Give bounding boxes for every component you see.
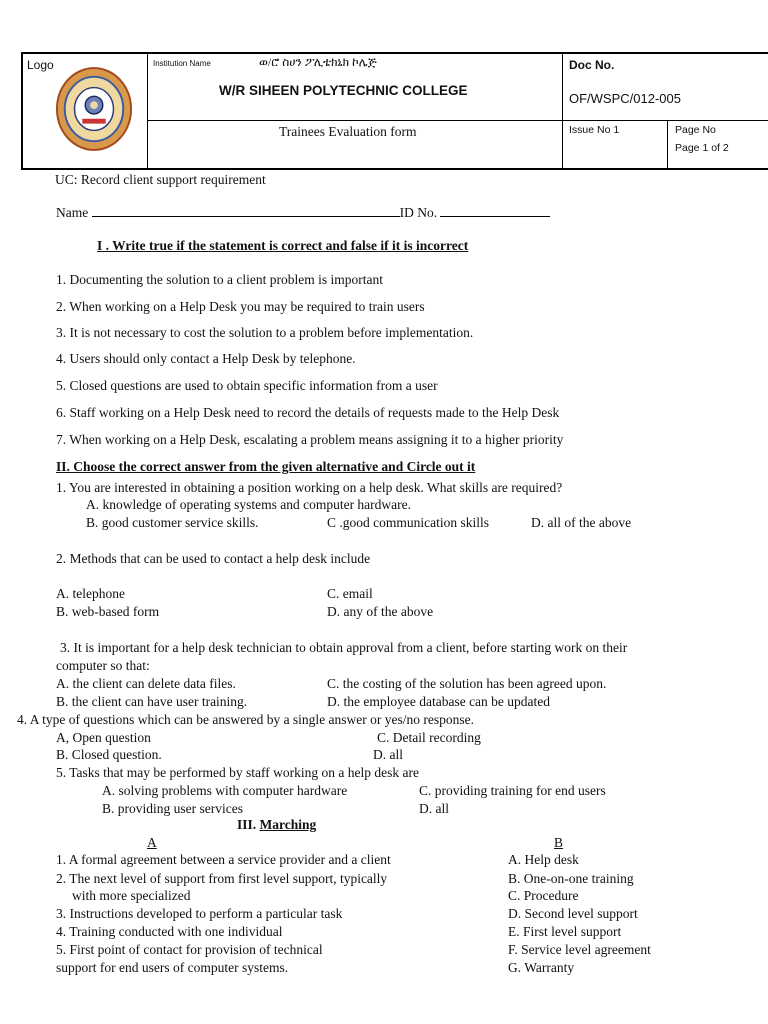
match-a-5: 5. First point of contact for provision of technical <box>56 942 323 957</box>
mcq-3-option-b[interactable]: B. the client can have user training. <box>56 694 248 709</box>
match-a-2: 2. The next level of support from first level support, typically <box>56 871 388 886</box>
institution-label: Institution Name <box>153 59 211 68</box>
section3-title-text: Marching <box>259 817 317 832</box>
match-b-d: D. Second level support <box>508 906 638 921</box>
match-b-b: B. One-on-one training <box>508 871 634 886</box>
mcq-3-option-d[interactable]: D. the employee database can be updated <box>327 694 551 709</box>
tf-item-3: 3. It is not necessary to cost the solution to a problem before implementation. <box>56 325 474 340</box>
mcq-1-text: 1. You are interested in obtaining a position working on a help desk. What skills are required? <box>56 480 563 495</box>
match-a-1: 1. A formal agreement between a service provider and a client <box>56 852 391 867</box>
mcq-2-option-c[interactable]: C. email <box>327 586 373 601</box>
mcq-3-text-cont: computer so that: <box>56 658 150 673</box>
mcq-4-option-d[interactable]: D. all <box>373 747 403 762</box>
mcq-5-text: 5. Tasks that may be performed by staff working on a help desk are <box>56 765 419 780</box>
page-of: Page 1 of 2 <box>675 142 729 154</box>
mcq-3-text: 3. It is important for a help desk technician to obtain approval from a client, before starting work on their <box>60 640 628 655</box>
id-label: ID No. <box>399 205 438 220</box>
logo-label: Logo <box>27 58 54 72</box>
tf-item-2: 2. When working on a Help Desk you may be required to train users <box>56 299 425 314</box>
match-a-4: 4. Training conducted with one individual <box>56 924 283 939</box>
id-blank[interactable] <box>440 205 550 217</box>
mcq-5-option-a[interactable]: A. solving problems with computer hardware <box>102 783 348 798</box>
section3-title <box>237 817 316 833</box>
mcq-1-option-a[interactable]: A. knowledge of operating systems and computer hardware. <box>86 497 412 512</box>
mcq-2-text: 2. Methods that can be used to contact a help desk include <box>56 551 371 566</box>
tf-item-5: 5. Closed questions are used to obtain specific information from a user <box>56 378 438 393</box>
page-no-label: Page No <box>675 124 716 136</box>
tf-item-4: 4. Users should only contact a Help Desk by telephone. <box>56 351 356 366</box>
name-label: Name <box>56 205 89 220</box>
form-title: Trainees Evaluation form <box>279 124 417 139</box>
doc-no: OF/WSPC/012-005 <box>569 91 681 106</box>
tf-item-1: 1. Documenting the solution to a client problem is important <box>56 272 383 287</box>
mcq-2-option-b[interactable]: B. web-based form <box>56 604 160 619</box>
match-b-e: E. First level support <box>508 924 622 939</box>
mcq-3-option-c[interactable]: C. the costing of the solution has been agreed upon. <box>327 676 607 691</box>
mcq-5-option-b[interactable]: B. providing user services <box>102 801 243 816</box>
mcq-4-option-b[interactable]: B. Closed question. <box>56 747 162 762</box>
mcq-1-option-c[interactable]: C .good communication skills <box>327 515 489 530</box>
institution-name: W/R SIHEEN POLYTECHNIC COLLEGE <box>219 83 468 98</box>
mcq-4-option-c[interactable]: C. Detail recording <box>377 730 481 745</box>
match-a-5-cont: support for end users of computer systems. <box>56 960 289 975</box>
unit-of-competency: UC: Record client support requirement <box>55 172 266 187</box>
tf-item-7: 7. When working on a Help Desk, escalating a problem means assigning it to a higher priority <box>56 432 564 447</box>
issue-no: Issue No 1 <box>569 124 620 136</box>
column-a-header: A <box>147 835 157 850</box>
header-table <box>21 52 768 170</box>
match-b-c: C. Procedure <box>508 888 579 903</box>
match-b-f: F. Service level agreement <box>508 942 651 957</box>
mcq-2-option-d[interactable]: D. any of the above <box>327 604 434 619</box>
name-id-line <box>56 205 550 221</box>
institution-name-amharic: ወ/ሮ ስሀን ፖሊቴክኒክ ኮሌጅ <box>259 55 377 69</box>
mcq-4-option-a[interactable]: A, Open question <box>56 730 151 745</box>
name-blank[interactable] <box>92 205 400 217</box>
mcq-5-option-c[interactable]: C. providing training for end users <box>419 783 606 798</box>
match-b-g: G. Warranty <box>508 960 575 975</box>
column-b-header: B <box>554 835 564 850</box>
mcq-4-text: 4. A type of questions which can be answered by a single answer or yes/no response. <box>17 712 475 727</box>
match-b-a: A. Help desk <box>508 852 579 867</box>
match-a-3: 3. Instructions developed to perform a particular task <box>56 906 343 921</box>
tf-item-6: 6. Staff working on a Help Desk need to record the details of requests made to the Help Desk <box>56 405 560 420</box>
mcq-1-option-b[interactable]: B. good customer service skills. <box>86 515 259 530</box>
mcq-2-option-a[interactable]: A. telephone <box>56 586 125 601</box>
mcq-1-option-d[interactable]: D. all of the above <box>531 515 632 530</box>
mcq-3-option-a[interactable]: A. the client can delete data files. <box>56 676 236 691</box>
college-seal-logo <box>55 66 133 152</box>
mcq-5-option-d[interactable]: D. all <box>419 801 449 816</box>
section1-title: I . Write true if the statement is correct and false if it is incorrect <box>97 238 469 253</box>
match-a-2-cont: with more specialized <box>72 888 191 903</box>
section2-title: II. Choose the correct answer from the given alternative and Circle out it <box>56 459 476 474</box>
section3-prefix: III. <box>237 817 257 832</box>
doc-no-label: Doc No. <box>569 58 615 72</box>
